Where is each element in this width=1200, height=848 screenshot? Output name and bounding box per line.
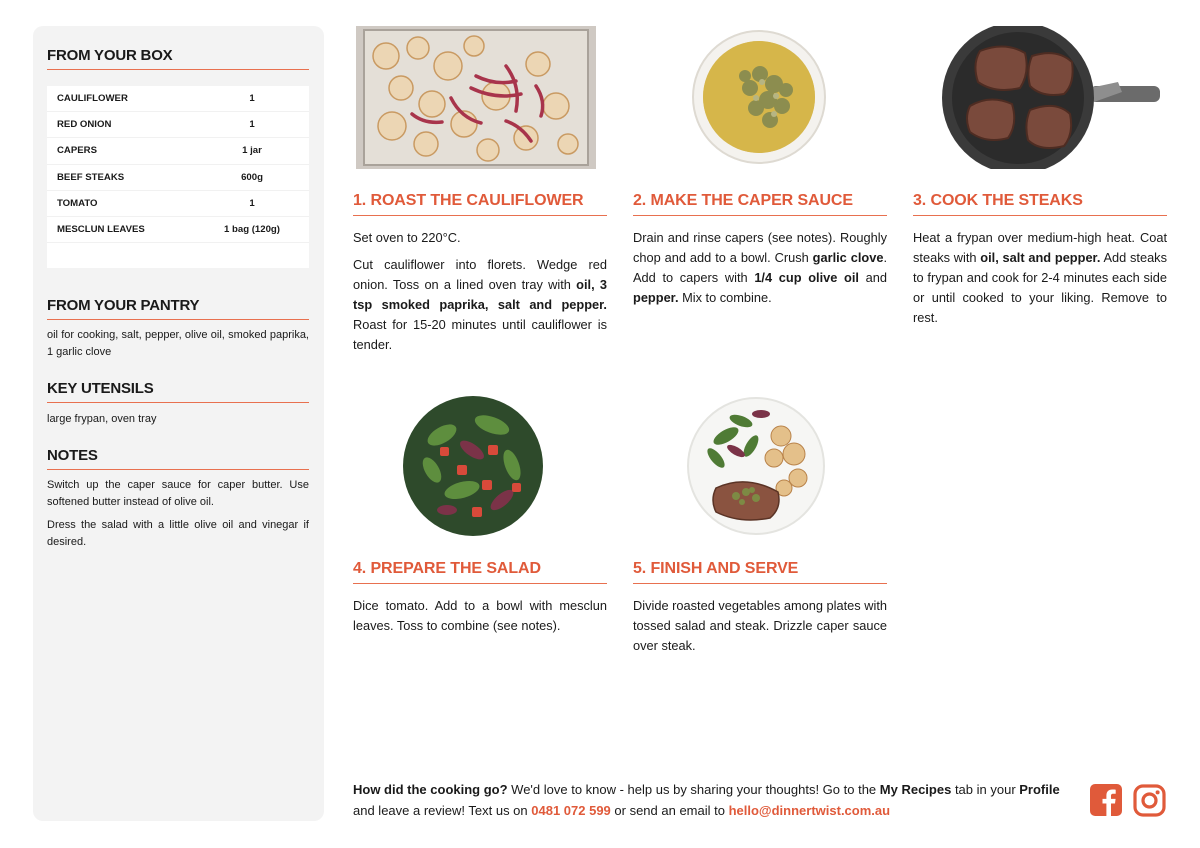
my-recipes-link[interactable]: My Recipes [879, 782, 952, 797]
from-your-box-heading: FROM YOUR BOX [47, 47, 309, 70]
step-5-body [633, 596, 887, 656]
ingredient-qty: 1 [249, 119, 255, 131]
note-item: Dress the salad with a little olive oil and vinegar if desired. [47, 519, 309, 548]
footer-text: We'd love to know - help us by sharing your thoughts! Go to the [507, 782, 880, 797]
cook-steaks-photo [940, 26, 1160, 169]
step-paragraph: Divide roasted vegetables among plates with tossed salad and steak. Drizzle caper sauce over steak. [633, 598, 887, 653]
step-paragraph: Drain and rinse capers (see notes). Roughly chop and add to a bowl. Crush garlic clove. Add to capers with 1/4 cup olive oil and pepper. Mix to combine. [633, 230, 887, 305]
step-1-body [353, 228, 607, 355]
notes-list [47, 477, 309, 551]
ingredient-row [47, 138, 309, 164]
footer-lead: How did the cooking go? [353, 782, 508, 797]
profile-link[interactable]: Profile [1019, 782, 1060, 797]
footer-text: tab in your [951, 782, 1020, 797]
footer-text: or send an email to [610, 803, 729, 818]
ingredient-name: CAULIFLOWER [57, 93, 128, 105]
email-link[interactable]: hello@dinnertwist.com.au [728, 803, 891, 818]
step-3-title: 3. COOK THE STEAKS [913, 192, 1167, 216]
note-item: Switch up the caper sauce for caper butter. Use softened butter instead of olive oil. [47, 479, 309, 508]
footer-text: and leave a review! Text us on [353, 803, 532, 818]
step-paragraph: Dice tomato. Add to a bowl with mesclun leaves. Toss to combine (see notes). [353, 598, 607, 633]
ingredient-qty: 600g [241, 171, 263, 183]
ingredient-row [47, 112, 309, 138]
instagram-icon[interactable] [1133, 784, 1166, 822]
caper-sauce-photo [690, 28, 828, 166]
ingredient-qty: 1 jar [242, 145, 262, 157]
step-paragraph: Cut cauliflower into florets. Wedge red onion. Toss on a lined oven tray with oil, 3 tsp smoked paprika, salt and pepper. Roast for 15-20 minutes until cauliflower is tender. [353, 257, 608, 352]
ingredient-name: MESCLUN LEAVES [57, 224, 145, 236]
ingredient-qty: 1 [249, 93, 255, 105]
pantry-text: oil for cooking, salt, pepper, olive oil, smoked paprika, 1 garlic clove [47, 329, 309, 358]
step-4-title: 4. PREPARE THE SALAD [353, 560, 607, 584]
step-2-title: 2. MAKE THE CAPER SAUCE [633, 192, 887, 216]
step-paragraph: Heat a frypan over medium-high heat. Coat steaks with oil, salt and pepper. Add steaks to frypan and cook for 2-4 minutes each side or until cooked to your liking. Remove to rest. [913, 230, 1167, 325]
ingredient-name: BEEF STEAKS [57, 171, 125, 183]
step-2-body [633, 228, 887, 308]
roast-cauliflower-photo [356, 26, 596, 169]
step-3-body [913, 228, 1167, 328]
ingredient-qty: 1 [249, 197, 255, 209]
step-4-body [353, 596, 607, 636]
ingredient-qty: 1 bag (120g) [224, 224, 280, 236]
ingredient-row [47, 191, 309, 217]
step-1-title: 1. ROAST THE CAULIFLOWER [353, 192, 607, 216]
ingredient-name: TOMATO [57, 197, 98, 209]
step-paragraph: Set oven to 220°C. [353, 230, 461, 245]
feedback-footer [353, 779, 1073, 821]
ingredient-row [47, 165, 309, 191]
step-5-title: 5. FINISH AND SERVE [633, 560, 887, 584]
ingredient-name: RED ONION [57, 119, 112, 131]
phone-link[interactable]: 0481 072 599 [531, 803, 611, 818]
finish-and-serve-photo [686, 396, 826, 536]
notes-heading: NOTES [47, 447, 309, 470]
ingredients-sidebar [33, 26, 324, 821]
ingredient-name: CAPERS [57, 145, 97, 157]
ingredient-row [47, 86, 309, 112]
utensils-text: large frypan, oven tray [47, 413, 157, 425]
ingredient-row [47, 217, 309, 243]
key-utensils-heading: KEY UTENSILS [47, 380, 309, 403]
prepare-salad-photo [402, 395, 544, 537]
facebook-icon[interactable] [1090, 784, 1122, 821]
from-your-pantry-heading: FROM YOUR PANTRY [47, 297, 309, 320]
ingredients-table [47, 86, 309, 268]
